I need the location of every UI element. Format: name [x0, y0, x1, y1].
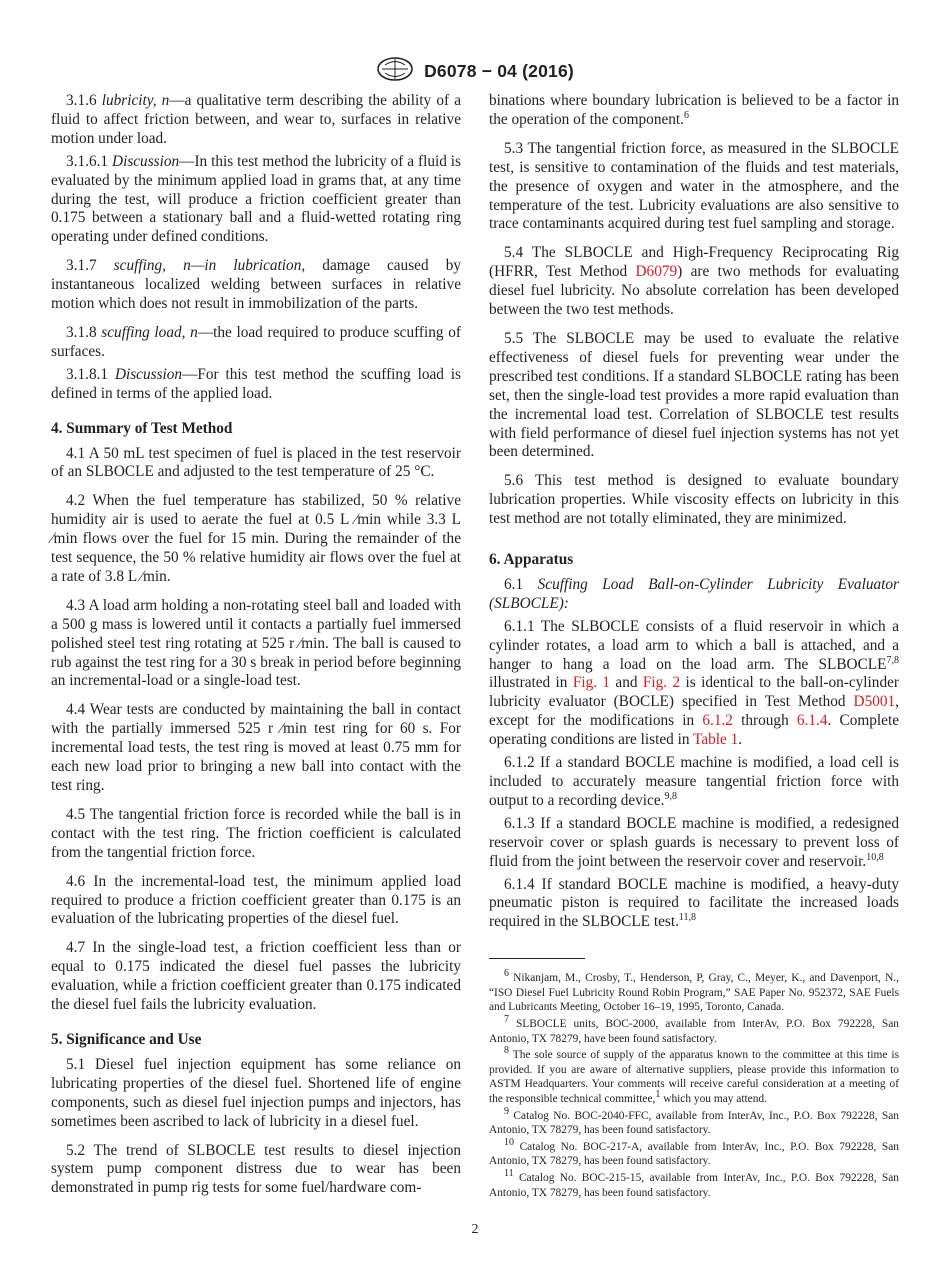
section-heading-5: 5. Significance and Use	[51, 1030, 202, 1048]
section-heading-4: 4. Summary of Test Method	[51, 419, 233, 437]
left-column	[51, 92, 461, 1202]
paragraph-4-3: 4.3 A load arm holding a non-rotating steel ball and loaded with a 500 g mass is lowered until it contacts a partially fuel immersed polished steel test ring rotating at 525 r ⁄min. The ball is caused to rub against the test ring for a 30 s break in period before beginning an incremental-load or a single-load test.	[51, 596, 461, 690]
link-table-1[interactable]: Table 1	[693, 731, 739, 749]
footnote-10: $^{10}$ Catalog No. BOC-217-A, available from InterAv, Inc., P.O. Box 792228, San Antonio, TX 78279, has been found satisfactory.	[489, 1136, 899, 1168]
paragraph-4-7: 4.7 In the single-load test, a friction coefficient less than or equal to 0.175 indicated the diesel fuel passes the lubricity evaluation, while a friction coefficient greater than 0.175 indicated the diesel fuel fails the lubricity evaluation.	[51, 939, 461, 1014]
link-6-1-2[interactable]: 6.1.2	[702, 712, 733, 730]
section-heading-6: 6. Apparatus	[489, 551, 574, 569]
paragraph-4-4: 4.4 Wear tests are conducted by maintaining the ball in contact with the partially immersed 525 r ⁄min test ring for 60 s. For incremental load tests, the test ring is moved at least 0.75 mm for each new load prior to bringing a new ball into contact with the test ring.	[51, 701, 461, 794]
paragraph-5-3: 5.3 The tangential friction force, as measured in the SLBOCLE test, is sensitive to contamination of the fluids and test materials, the presence of oxygen and water in the atmosphere, and the temperature of the test. Lubricity evaluations are also sensitive to trace contaminants acquired during test fuel sampling and storage.	[489, 139, 899, 233]
paragraph-3-1-8-1: 3.1.8.1 Discussion—For this test method the scuffing load is defined in terms of the applied load.	[51, 365, 461, 402]
paragraph-4-5: 4.5 The tangential friction force is recorded while the ball is in contact with the test ring. The friction coefficient is calculated from the tangential friction force.	[51, 805, 461, 861]
footnote-7: $^7$ SLBOCLE units, BOC-2000, available from InterAv, P.O. Box 792228, San Antonio, TX 78279, have been found satisfactory.	[489, 1014, 899, 1045]
footnote-11: $^{11}$ Catalog No. BOC-215-15, available from InterAv, Inc., P.O. Box 792228, San Antonio, TX 78279, has been found satisfactory.	[489, 1168, 899, 1199]
link-6-1-4[interactable]: 6.1.4	[796, 712, 828, 730]
paragraph-5-2-continued: binations where boundary lubrication is believed to be a factor in the operation of the component.$^6$	[489, 92, 899, 128]
footnote-divider	[489, 958, 585, 959]
link-d6079[interactable]: D6079	[635, 263, 678, 281]
document-id: D6078 − 04 (2016)	[424, 61, 574, 81]
paragraph-6-1-3: 6.1.3 If a standard BOCLE machine is modified, a redesigned reservoir cover or splash guards is necessary to prevent loss of fluid from the joint between the reservoir cover and reservoir.$^{10,8}$	[489, 814, 899, 870]
footnote-6: $^6$ Nikanjam, M., Crosby, T., Henderson, P, Gray, C., Meyer, K., and Davenport, N., “ISO Diesel Fuel Lubricity Round Robin Program,” SAE Paper No. 952372, SAE Fuels and Lubricants Meeting, October 16–19, 1995, Toronto, Canada.	[489, 968, 899, 1014]
astm-logo-icon	[376, 56, 414, 87]
paragraph-6-1-2: 6.1.2 If a standard BOCLE machine is modified, a load cell is included to accurately measure tangential friction force with output to a recording device.$^{9,8}$	[489, 754, 899, 809]
footnotes	[489, 968, 899, 1200]
paragraph-3-1-7: 3.1.7 scuffing, n—in lubrication, damage caused by instantaneous localized welding between surfaces in relative motion which does not result in immobilization of the parts.	[51, 257, 462, 313]
paragraph-4-1: 4.1 A 50 mL test specimen of fuel is placed in the test reservoir of an SLBOCLE and adjusted to the test temperature of 25 °C.	[51, 444, 461, 481]
paragraph-6-1: 6.1 Scuffing Load Ball-on-Cylinder Lubricity Evaluator (SLBOCLE):	[489, 575, 899, 612]
page-number: 2	[471, 1222, 479, 1237]
paragraph-5-6: 5.6 This test method is designed to evaluate boundary lubrication properties. While viscosity effects on lubricity in this test method are not totally eliminated, they are minimized.	[489, 472, 899, 528]
page-header	[0, 56, 950, 87]
right-column	[489, 92, 899, 1202]
paragraph-3-1-6-1: 3.1.6.1 Discussion—In this test method the lubricity of a fluid is evaluated by the minimum applied load in grams that, at any time during the test, will produce a friction coefficient greater than 0.175 between a stationary ball and a fluid-wetted rotating ring operating under defined conditions.	[51, 152, 462, 246]
paragraph-6-1-1: 6.1.1 The SLBOCLE consists of a fluid reservoir in which a cylinder rotates, a load arm to which a ball is attached, and a hanger to hang a load on the load arm. The SLBOCLE$^{7,8}$ illustrated in Fig. 1 and Fig. 2 is identical to the ball-on-cylinder lubricity evaluator (BOCLE) specified in Test Method D5001, except for the modifications in 6.1.2 through 6.1.4. Complete operating conditions are listed in Table 1.	[489, 617, 899, 749]
footnote-9: $^9$ Catalog No. BOC-2040-FFC, available from InterAv, Inc., P.O. Box 792228, San Antonio, TX 78279, has been found satisfactory.	[489, 1105, 899, 1137]
paragraph-5-1: 5.1 Diesel fuel injection equipment has some reliance on lubricating properties of the diesel fuel. Shortened life of engine components, such as diesel fuel injection pumps and injectors, has sometimes been ascribed to lack of lubricity in a diesel fuel.	[51, 1055, 461, 1130]
paragraph-4-6: 4.6 In the incremental-load test, the minimum applied load required to produce a friction coefficient greater than 0.175 is an evaluation of the lubricating properties of the diesel fuel.	[51, 872, 461, 928]
link-fig-2[interactable]: Fig. 2	[642, 674, 681, 692]
paragraph-3-1-8: 3.1.8 scuffing load, n—the load required to produce scuffing of surfaces.	[51, 323, 461, 360]
paragraph-3-1-6: 3.1.6 lubricity, n—a qualitative term describing the ability of a fluid to affect friction between, and wear to, surfaces in relative motion under load.	[51, 92, 461, 147]
paragraph-4-2: 4.2 When the fuel temperature has stabilized, 50 % relative humidity air is used to aerate the fuel at 0.5 L ⁄min while 3.3 L ⁄min flows over the fuel for 15 min. During the remainder of the test sequence, the 50 % relative humidity air flows over the fuel at a rate of 3.8 L ⁄min.	[51, 492, 461, 585]
paragraph-5-2: 5.2 The trend of SLBOCLE test results to diesel injection system pump component distress due to wear has been demonstrated in pump rig tests for some fuel/hardware com-	[51, 1141, 461, 1197]
footnote-8: $^8$ The sole source of supply of the apparatus known to the committee at this time is provided. If you are aware of alternative suppliers, please provide this information to ASTM Headquarters. Your comments will receive careful consideration at a meeting of the responsible technical committee,$^1$ which you may attend.	[489, 1045, 899, 1105]
link-d5001[interactable]: D5001	[853, 693, 896, 711]
paragraph-5-4: 5.4 The SLBOCLE and High-Frequency Reciprocating Rig (HFRR, Test Method D6079) are two methods for evaluating diesel fuel lubricity. No absolute correlation has been developed between the two test methods.	[489, 244, 899, 319]
paragraph-6-1-4: 6.1.4 If standard BOCLE machine is modified, a heavy-duty pneumatic piston is required to facilitate the increased loads required in the SLBOCLE test.$^{11,8}$	[489, 875, 899, 931]
link-fig-1[interactable]: Fig. 1	[572, 674, 611, 692]
paragraph-5-5: 5.5 The SLBOCLE may be used to evaluate the relative effectiveness of diesel fuels for preventing wear under the prescribed test conditions. If a standard SLBOCLE rating has been set, then the single-load test provides a more rapid evaluation than the incremental load test. Correlation of SLBOCLE test results with field performance of diesel fuel injection systems has not yet been determined.	[489, 329, 899, 461]
